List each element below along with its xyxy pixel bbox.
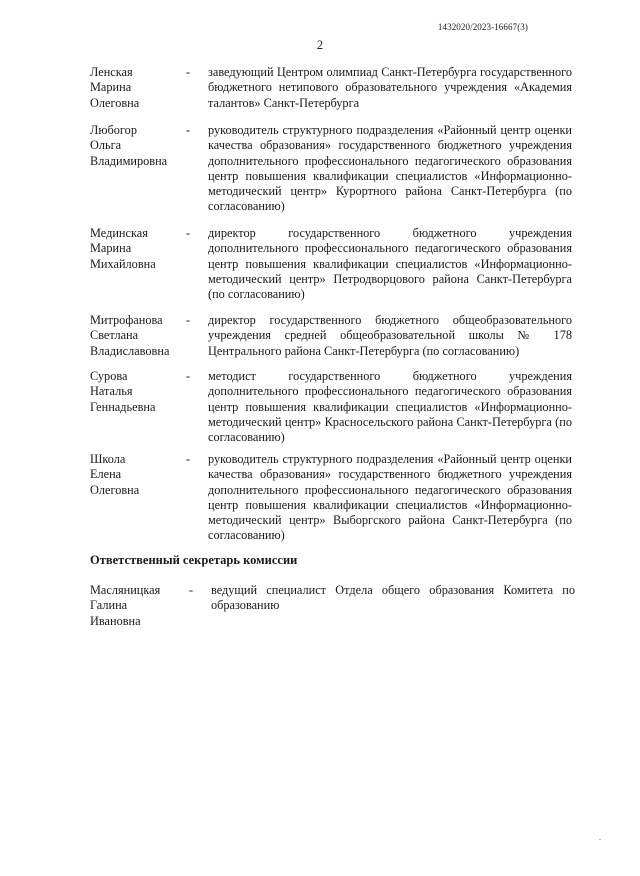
member-dash: - bbox=[186, 226, 191, 240]
member-first-name: Марина bbox=[90, 241, 132, 256]
secretary-role: ведущий специалист Отдела общего образования Комитета по образованию bbox=[211, 583, 575, 613]
secretary-section-heading: Ответственный секретарь комиссии bbox=[90, 553, 298, 567]
secretary-dash: - bbox=[189, 583, 194, 597]
member-surname: Митрофанова bbox=[90, 313, 163, 327]
member-surname: Школа bbox=[90, 452, 126, 466]
member-name bbox=[90, 226, 182, 272]
member-first-name: Елена bbox=[90, 467, 122, 482]
member-role: руководитель структурного подразделения «Районный центр оценки качества образования» государственного бюджетного учреждения дополнительного профессионального педагогического образования центр повышения квалификации специалистов «Информационно-методический центр» Курортного района Санкт-Петербурга (по согласованию) bbox=[208, 123, 572, 214]
page-number: 2 bbox=[316, 38, 324, 52]
member-surname: Ленская bbox=[90, 65, 133, 79]
member-name bbox=[90, 65, 182, 111]
member-dash: - bbox=[186, 123, 191, 137]
member-surname: Сурова bbox=[90, 369, 128, 383]
member-patronymic: Владимировна bbox=[90, 153, 168, 168]
member-role: директор государственного бюджетного учреждения дополнительного профессионального педагогического образования центр повышения квалификации специалистов «Информационно-методический центр» Петродворцового района Санкт-Петербурга (по согласованию) bbox=[208, 226, 572, 302]
member-role: директор государственного бюджетного общеобразовательного учреждения средней общеобразовательной школы № 178 Центрального района Санкт-Петербурга (по согласованию) bbox=[208, 313, 572, 358]
secretary-name bbox=[90, 583, 182, 629]
corner-mark: . bbox=[599, 833, 601, 842]
member-dash: - bbox=[186, 313, 191, 327]
member-role: руководитель структурного подразделения «Районный центр оценки качества образования» государственного бюджетного учреждения дополнительного профессионального педагогического образования центр повышения квалификации специалистов «Информационно-методический центр» Выборгского района Санкт-Петербурга (по согласованию) bbox=[208, 452, 572, 543]
member-name bbox=[90, 123, 182, 169]
secretary-first-name: Галина bbox=[90, 598, 128, 613]
member-dash: - bbox=[186, 369, 191, 383]
member-role: заведующий Центром олимпиад Санкт-Петербурга государственного бюджетного нетипового образовательного учреждения «Академия талантов» Санкт-Петербурга bbox=[208, 65, 572, 110]
member-first-name: Наталья bbox=[90, 384, 133, 399]
member-first-name: Ольга bbox=[90, 138, 122, 153]
member-name bbox=[90, 452, 182, 498]
member-dash: - bbox=[186, 452, 191, 466]
member-patronymic: Владиславовна bbox=[90, 343, 170, 358]
document-id: 1432020/2023-16667(3) bbox=[437, 22, 528, 32]
member-first-name: Светлана bbox=[90, 328, 139, 343]
member-name bbox=[90, 369, 182, 415]
secretary-patronymic: Ивановна bbox=[90, 613, 141, 628]
member-patronymic: Олеговна bbox=[90, 95, 140, 110]
member-surname: Любогор bbox=[90, 123, 137, 137]
member-patronymic: Геннадьевна bbox=[90, 399, 156, 414]
member-patronymic: Олеговна bbox=[90, 482, 140, 497]
member-surname: Мединская bbox=[90, 226, 148, 240]
member-first-name: Марина bbox=[90, 80, 132, 95]
member-name bbox=[90, 313, 182, 359]
member-dash: - bbox=[186, 65, 191, 79]
member-role: методист государственного бюджетного учреждения дополнительного профессионального педагогического образования центр повышения квалификации специалистов «Информационно-методический центр» Красносельского района Санкт-Петербурга (по согласованию) bbox=[208, 369, 572, 445]
member-patronymic: Михайловна bbox=[90, 256, 156, 271]
secretary-surname: Масляницкая bbox=[90, 583, 161, 597]
